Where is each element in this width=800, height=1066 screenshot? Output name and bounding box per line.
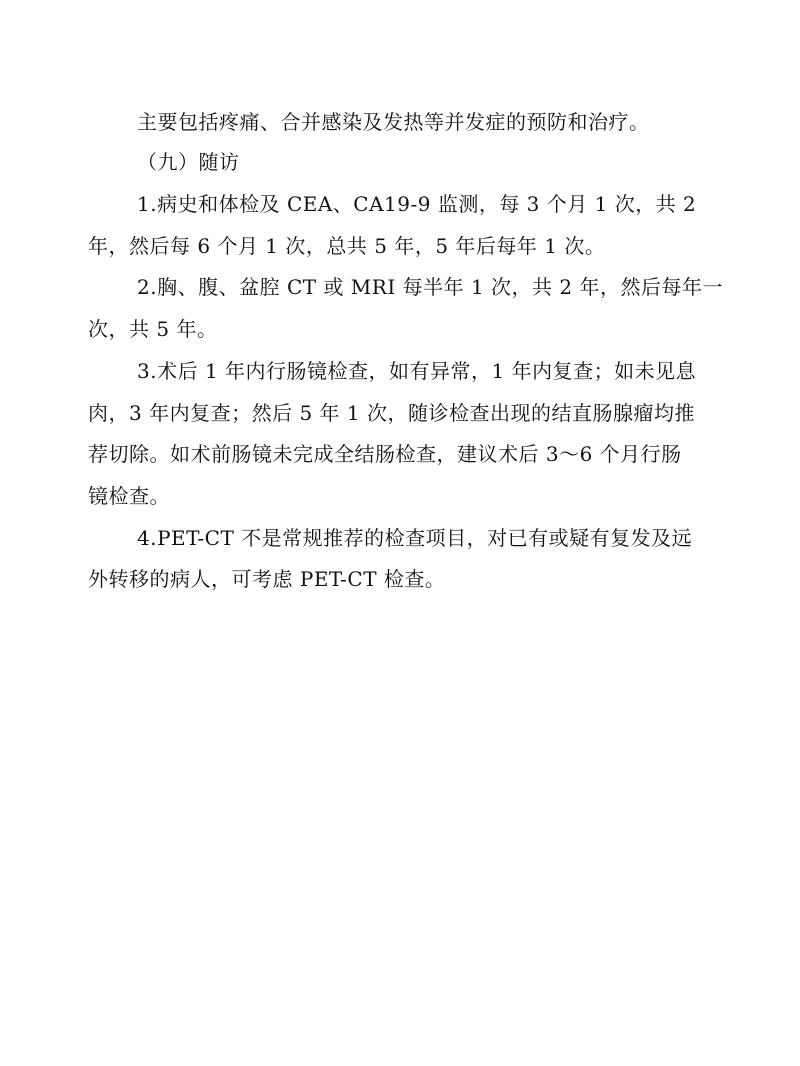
text-line-6: 次，共 5 年。 xyxy=(88,317,218,341)
text-line-9: 荐切除。如术前肠镜未完成全结肠检查，建议术后 3～6 个月行肠 xyxy=(88,442,682,466)
section-heading-follow-up: （九）随访 xyxy=(137,150,240,174)
text-line-7: 3.术后 1 年内行肠镜检查，如有异常，1 年内复查；如未见息 xyxy=(137,359,697,383)
text-line-11: 4.PET-CT 不是常规推荐的检查项目，对已有或疑有复发及远 xyxy=(137,526,693,550)
text-line-5: 2.胸、腹、盆腔 CT 或 MRI 每半年 1 次，共 2 年，然后每年一 xyxy=(137,275,723,299)
text-line-4: 年，然后每 6 个月 1 次，总共 5 年，5 年后每年 1 次。 xyxy=(88,234,606,258)
text-line-1: 主要包括疼痛、合并感染及发热等并发症的预防和治疗。 xyxy=(137,110,650,134)
text-line-10: 镜检查。 xyxy=(88,484,170,508)
text-line-8: 肉，3 年内复查；然后 5 年 1 次，随诊检查出现的结直肠腺瘤均推 xyxy=(88,401,695,425)
text-line-12: 外转移的病人，可考虑 PET-CT 检查。 xyxy=(88,567,446,591)
text-line-3: 1.病史和体检及 CEA、CA19-9 监测，每 3 个月 1 次，共 2 xyxy=(137,192,697,216)
